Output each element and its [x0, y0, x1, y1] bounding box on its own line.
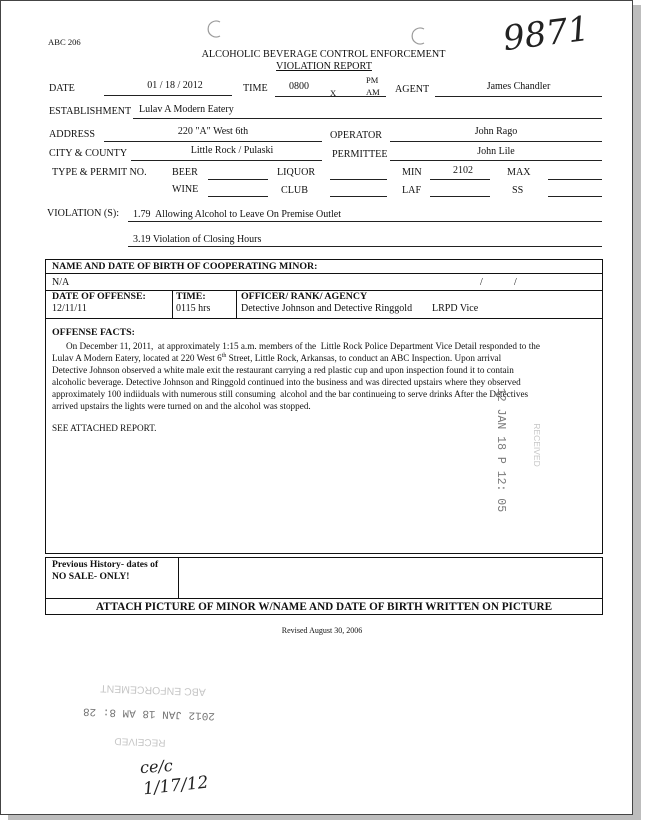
minor-dob-separator: / — [514, 277, 517, 288]
operator-line — [390, 141, 602, 142]
city-county-value: Little Rock / Pulaski — [190, 145, 274, 156]
beer-line — [208, 179, 268, 180]
stamp-datetime: 2012 JAN 18 AM 8: 28 — [82, 704, 216, 722]
minor-dob-separator: / — [480, 277, 483, 288]
max-label: MAX — [507, 167, 531, 178]
officer-label: OFFICER/ RANK/ AGENCY — [241, 291, 368, 302]
revision-note: Revised August 30, 2006 — [281, 626, 363, 635]
liquor-label: LIQUOR — [277, 167, 316, 178]
violation-item: 3.19 Violation of Closing Hours — [133, 234, 262, 245]
offense-time-label: TIME: — [176, 291, 206, 302]
city-county-label: CITY & COUNTY — [49, 148, 128, 159]
ss-label: SS — [512, 185, 524, 196]
ss-line — [548, 196, 602, 197]
beer-label: BEER — [172, 167, 198, 178]
time-pm-label: PM — [366, 75, 379, 85]
agent-line — [435, 96, 602, 97]
officer-names: Detective Johnson and Detective Ringgold — [241, 303, 413, 314]
wine-line — [208, 196, 268, 197]
club-label: CLUB — [281, 185, 308, 196]
operator-value: John Rago — [474, 126, 518, 137]
permittee-label: PERMITTEE — [332, 149, 388, 160]
offense-time-value: 0115 hrs — [176, 303, 211, 314]
divider — [45, 318, 603, 319]
time-am-label: AM — [366, 87, 380, 97]
address-line — [104, 141, 322, 142]
violation-line — [128, 221, 602, 222]
form-code: ABC 206 — [48, 37, 81, 47]
hole-punch-mark — [409, 26, 429, 46]
address-label: ADDRESS — [49, 129, 95, 140]
time-am-mark: X — [330, 88, 337, 98]
establishment-line — [133, 118, 602, 119]
agent-value: James Chandler — [486, 81, 551, 92]
laf-label: LAF — [402, 185, 422, 196]
date-line — [104, 95, 232, 96]
offense-facts-line: approximately 100 indiiduals with numerous still consuming alcohol and the bar continueing to serve drinks After the Detectives — [52, 389, 529, 399]
offense-facts-line: alcoholic beverage. Detective Johnson and Ringgold continued into the business and was directed upstairs where they observed — [52, 377, 521, 387]
form-title: ALCOHOLIC BEVERAGE CONTROL ENFORCEMENT — [201, 49, 446, 60]
handwritten-file-number: 9871 — [500, 8, 592, 60]
attach-picture-note: ATTACH PICTURE OF MINOR W/NAME AND DATE OF BIRTH WRITTEN ON PICTURE — [95, 601, 553, 613]
min-value: 2102 — [453, 165, 473, 176]
minor-heading: NAME AND DATE OF BIRTH OF COOPERATING MINOR: — [52, 261, 318, 272]
divider — [178, 557, 179, 598]
stamp-datetime: 12 JAN 18 P 12: 05 — [494, 387, 507, 513]
club-line — [330, 196, 387, 197]
address-value: 220 "A" West 6th — [177, 126, 249, 137]
liquor-line — [330, 179, 387, 180]
laf-line — [430, 196, 490, 197]
form-subtitle: VIOLATION REPORT — [276, 61, 372, 72]
offense-facts-line: arrived upstairs the lights were turned on and the alcohol was stopped. — [52, 401, 311, 411]
agent-label: AGENT — [395, 84, 430, 95]
min-line — [430, 179, 490, 180]
offense-facts-heading: OFFENSE FACTS: — [52, 327, 135, 338]
divider — [45, 273, 603, 274]
time-value: 0800 — [289, 81, 309, 92]
see-attached-note: SEE ATTACHED REPORT. — [52, 423, 157, 433]
stamp-received-text: RECEIVED — [532, 423, 542, 467]
offense-facts-text: Street, Little Rock, Arkansas, to conduct an ABC Inspection. Upon arrival — [226, 353, 502, 363]
establishment-value: Lulav A Modern Eatery — [139, 104, 234, 115]
min-label: MIN — [402, 167, 422, 178]
divider — [236, 290, 237, 318]
city-county-line — [131, 160, 322, 161]
ordinal-suffix: th — [221, 353, 227, 359]
offense-facts-line: On December 11, 2011, at approximately 1:15 a.m. members of the Little Rock Police Department Vice Detail responded to the — [66, 341, 540, 351]
operator-label: OPERATOR — [330, 130, 382, 141]
max-line — [548, 179, 602, 180]
wine-label: WINE — [172, 184, 199, 195]
date-value: 01 / 18 / 2012 — [147, 80, 203, 91]
offense-facts-text: Lulav A Modern Eatery, located at 220 West 6 — [52, 353, 222, 363]
stamp-office-text: ABC ENFORCEMENT — [100, 682, 206, 698]
offense-date-value: 12/11/11 — [52, 303, 87, 314]
offense-facts-line — [52, 353, 501, 364]
violations-label: VIOLATION (S): — [47, 208, 120, 219]
time-label: TIME — [243, 83, 268, 94]
violation-item: 1.79 Allowing Alcohol to Leave On Premise Outlet — [133, 209, 342, 220]
history-label: Previous History- dates of — [52, 559, 159, 570]
hole-punch-mark — [205, 19, 225, 39]
permittee-line — [390, 160, 602, 161]
divider — [172, 290, 173, 318]
violation-line — [128, 246, 602, 247]
offense-facts-line: Detective Johnson observed a white male exit the restaurant carrying a red plastic cup and upon inspection found it to contain — [52, 365, 514, 375]
date-label: DATE — [49, 83, 75, 94]
offense-date-label: DATE OF OFFENSE: — [52, 291, 146, 302]
minor-name: N/A — [52, 277, 70, 288]
handwritten-initials: ce/c — [139, 755, 174, 778]
history-label: NO SALE- ONLY! — [52, 571, 130, 582]
permit-type-label: TYPE & PERMIT NO. — [52, 167, 147, 178]
permittee-value: John Lile — [477, 146, 515, 157]
stamp-received-text: RECEIVED — [114, 735, 166, 748]
establishment-label: ESTABLISHMENT — [49, 106, 132, 117]
officer-agency: LRPD Vice — [432, 303, 479, 314]
handwritten-date: 1/17/12 — [142, 772, 210, 800]
